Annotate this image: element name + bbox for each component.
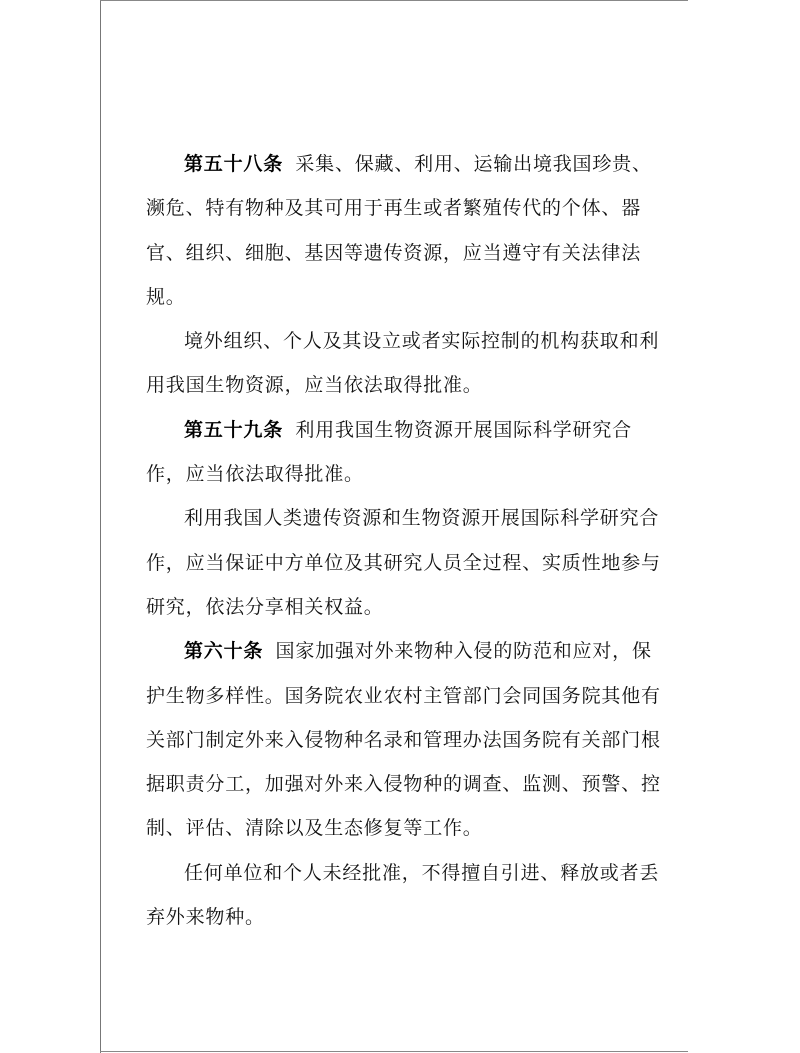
paragraph-article-60 bbox=[146, 629, 662, 850]
paragraph-article-59 bbox=[146, 408, 662, 497]
top-border-line bbox=[100, 0, 688, 1]
paragraph-text: 利用我国生物资源开展国际科学研究合作，应当依法取得批准。 bbox=[146, 418, 632, 486]
document-body bbox=[146, 142, 662, 939]
paragraph-text: 国家加强对外来物种入侵的防范和应对，保护生物多样性。国务院农业农村主管部门会同国务院其他有关部门制定外来入侵物种名录和管理办法国务院有关部门根据职责分工，加强对外来入侵物种的调查、监测、预警、控制、评估、清除以及生态修复等工作。 bbox=[146, 640, 661, 840]
article-number: 第六十条 bbox=[184, 640, 264, 663]
paragraph-article-60-2 bbox=[146, 851, 662, 940]
bottom-border-line bbox=[100, 1051, 688, 1052]
paragraph-text: 利用我国人类遗传资源和生物资源开展国际科学研究合作，应当保证中方单位及其研究人员全过程、实质性地参与研究，依法分享相关权益。 bbox=[146, 507, 661, 618]
paragraph-text: 境外组织、个人及其设立或者实际控制的机构获取和利用我国生物资源，应当依法取得批准。 bbox=[146, 330, 660, 397]
article-number: 第五十九条 bbox=[184, 418, 284, 441]
paragraph-article-59-2 bbox=[146, 496, 662, 629]
paragraph-article-58-2 bbox=[146, 319, 662, 408]
paragraph-article-58 bbox=[146, 142, 662, 319]
article-number: 第五十八条 bbox=[184, 153, 284, 175]
paragraph-text: 任何单位和个人未经批准，不得擅自引进、释放或者丢弃外来物种。 bbox=[146, 861, 660, 929]
paragraph-text: 采集、保藏、利用、运输出境我国珍贵、濒危、特有物种及其可用于再生或者繁殖传代的个体、器官、组织、细胞、基因等遗传资源，应当遵守有关法律法规。 bbox=[146, 153, 652, 308]
